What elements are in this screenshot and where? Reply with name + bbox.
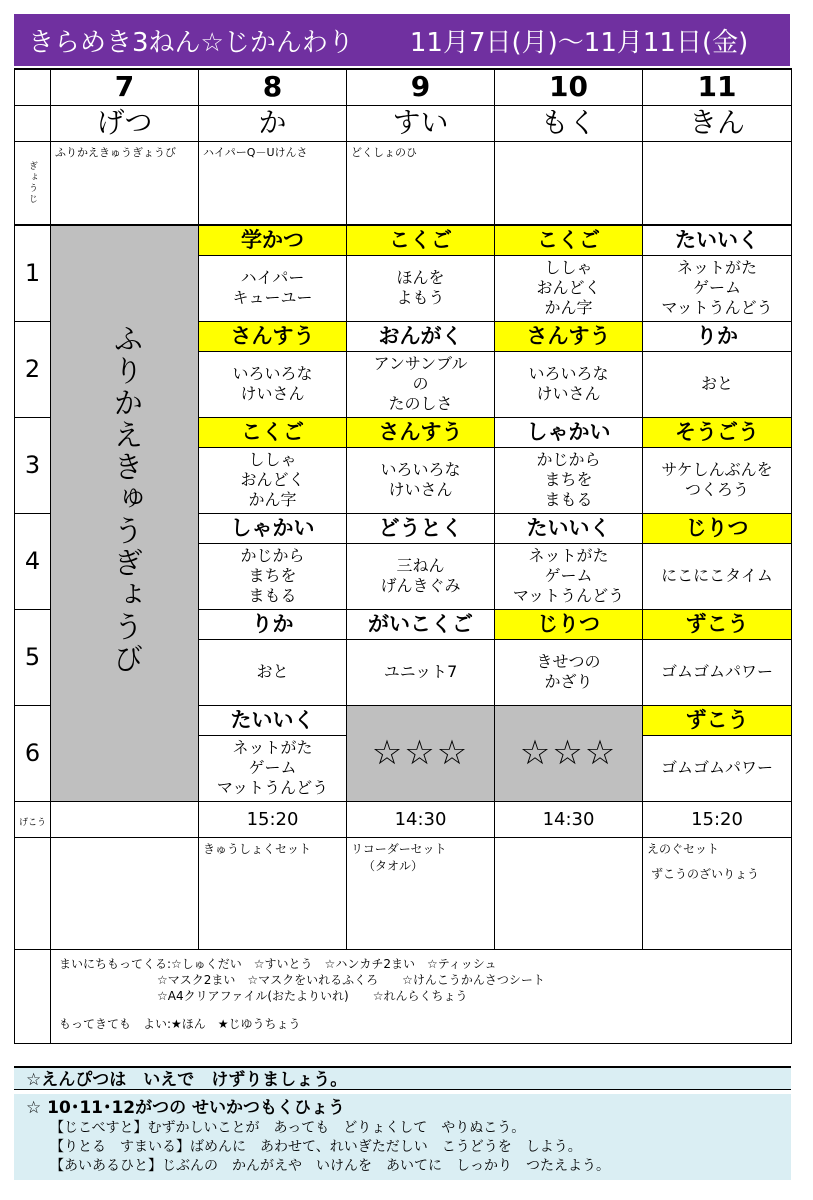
bring-items (51, 837, 199, 949)
event-cell: どくしょのひ (347, 141, 495, 225)
lesson-content: ゴムゴムパワー (643, 639, 792, 705)
goal-line: 【じこべすと】むずかしいことが あっても どりょくして やりぬこう。 (50, 1120, 526, 1136)
no-class-cell (347, 705, 495, 801)
bring-items: きゅうしょくセット (199, 837, 347, 949)
timetable-header (14, 14, 790, 66)
lesson-content: いろいろな けいさん (347, 447, 495, 513)
bring-items: リコーダーセット （タオル） (347, 837, 495, 949)
dismissal-time (51, 801, 199, 837)
lesson-content: ししゃ おんどく かん字 (199, 447, 347, 513)
notes-line: ☆A4クリアファイル(おたよりいれ) ☆れんらくちょう (157, 988, 468, 1003)
lesson-content: おと (643, 351, 792, 417)
subject-cell: こくご (495, 225, 643, 255)
day-number: 7 (51, 69, 199, 105)
dismissal-time: 15:20 (643, 801, 792, 837)
lesson-content: おと (199, 639, 347, 705)
day-name: げつ (51, 105, 199, 141)
lesson-content: ネットがた ゲーム マットうんどう (199, 735, 347, 801)
subject-cell: じりつ (495, 609, 643, 639)
period-number: 4 (15, 513, 51, 609)
dismissal-time: 14:30 (495, 801, 643, 837)
subject-cell: たいいく (495, 513, 643, 543)
day-name: すい (347, 105, 495, 141)
subject-cell: さんすう (495, 321, 643, 351)
subject-cell: ずこう (643, 609, 792, 639)
subject-cell: さんすう (199, 321, 347, 351)
stars-icon: ☆☆☆ (371, 733, 470, 773)
subject-cell: じりつ (643, 513, 792, 543)
subject-cell: たいいく (643, 225, 792, 255)
subject-cell: どうとく (347, 513, 495, 543)
day-number: 10 (495, 69, 643, 105)
timetable-title: きらめき3ねん☆じかんわり (28, 27, 354, 58)
dismissal-time: 14:30 (347, 801, 495, 837)
bring-items (495, 837, 643, 949)
stars-icon: ☆☆☆ (519, 733, 618, 773)
pencil-reminder: ☆えんぴつは いえで けずりましょう。 (14, 1066, 791, 1090)
lesson-content: 三ねん げんきぐみ (347, 543, 495, 609)
event-cell: ふりかえきゅうぎょうび (51, 141, 199, 225)
subject-cell: そうごう (643, 417, 792, 447)
period-number: 6 (15, 705, 51, 801)
lesson-content: きせつの かざり (495, 639, 643, 705)
lesson-content: かじから まちを まもる (199, 543, 347, 609)
day-name: もく (495, 105, 643, 141)
notes-line: もってきても よい:★ほん ★じゆうちょう (59, 1016, 301, 1031)
goals-heading: ☆ 10･11･12がつの せいかつもくひょう (26, 1098, 346, 1118)
period-number: 3 (15, 417, 51, 513)
lesson-content: ハイパー キューユー (199, 255, 347, 321)
lesson-content: にこにこタイム (643, 543, 792, 609)
bring-items: えのぐセット ずこうのざいりょう (643, 837, 792, 949)
notes-line: ☆マスク2まい ☆マスクをいれるふくろ ☆けんこうかんさつシート (157, 972, 545, 987)
corner-cell (15, 105, 51, 141)
daily-items-notes (51, 949, 792, 1043)
holiday-text: ふりかえきゅうぎょうび (107, 323, 143, 676)
lesson-content: アンサンブル の たのしさ (347, 351, 495, 417)
subject-cell: がいこくご (347, 609, 495, 639)
subject-cell: たいいく (199, 705, 347, 735)
subject-cell: おんがく (347, 321, 495, 351)
subject-cell: しゃかい (495, 417, 643, 447)
event-cell (643, 141, 792, 225)
lesson-content: ネットがた ゲーム マットうんどう (495, 543, 643, 609)
life-goals (14, 1094, 791, 1180)
lesson-content: いろいろな けいさん (199, 351, 347, 417)
subject-cell: りか (643, 321, 792, 351)
bring-row-label (15, 837, 51, 949)
subject-cell: こくご (347, 225, 495, 255)
timetable (14, 68, 792, 1044)
week-dates: 11月7日(月)〜11月11日(金) (409, 27, 749, 58)
event-cell (495, 141, 643, 225)
event-cell: ハイパーQ－Uけんさ (199, 141, 347, 225)
period-number: 5 (15, 609, 51, 705)
subject-cell: ずこう (643, 705, 792, 735)
lesson-content: サケしんぶんを つくろう (643, 447, 792, 513)
day-number: 11 (643, 69, 792, 105)
lesson-content: ゴムゴムパワー (643, 735, 792, 801)
day-number: 8 (199, 69, 347, 105)
lesson-content: ほんを よもう (347, 255, 495, 321)
day-name: か (199, 105, 347, 141)
lesson-content: かじから まちを まもる (495, 447, 643, 513)
dismissal-label: げこう (15, 801, 51, 837)
day-number: 9 (347, 69, 495, 105)
dismissal-time: 15:20 (199, 801, 347, 837)
corner-cell (15, 69, 51, 105)
notes-row-label (15, 949, 51, 1043)
lesson-content: ユニット7 (347, 639, 495, 705)
events-row-label: ぎょうじ (15, 141, 51, 225)
subject-cell: こくご (199, 417, 347, 447)
subject-cell: さんすう (347, 417, 495, 447)
lesson-content: ネットがた ゲーム マットうんどう (643, 255, 792, 321)
period-number: 1 (15, 225, 51, 321)
subject-cell: 学かつ (199, 225, 347, 255)
goal-line: 【りとる すまいる】ばめんに あわせて、れいぎただしい こうどうを しよう。 (50, 1139, 582, 1155)
goal-line: 【あいあるひと】じぶんの かんがえや いけんを あいてに しっかり つたえよう。 (50, 1158, 610, 1174)
period-number: 2 (15, 321, 51, 417)
lesson-content: ししゃ おんどく かん字 (495, 255, 643, 321)
holiday-column (51, 225, 199, 801)
subject-cell: しゃかい (199, 513, 347, 543)
lesson-content: いろいろな けいさん (495, 351, 643, 417)
notes-line: まいにちもってくる:☆しゅくだい ☆すいとう ☆ハンカチ2まい ☆ティッシュ (59, 956, 497, 971)
no-class-cell (495, 705, 643, 801)
subject-cell: りか (199, 609, 347, 639)
day-name: きん (643, 105, 792, 141)
